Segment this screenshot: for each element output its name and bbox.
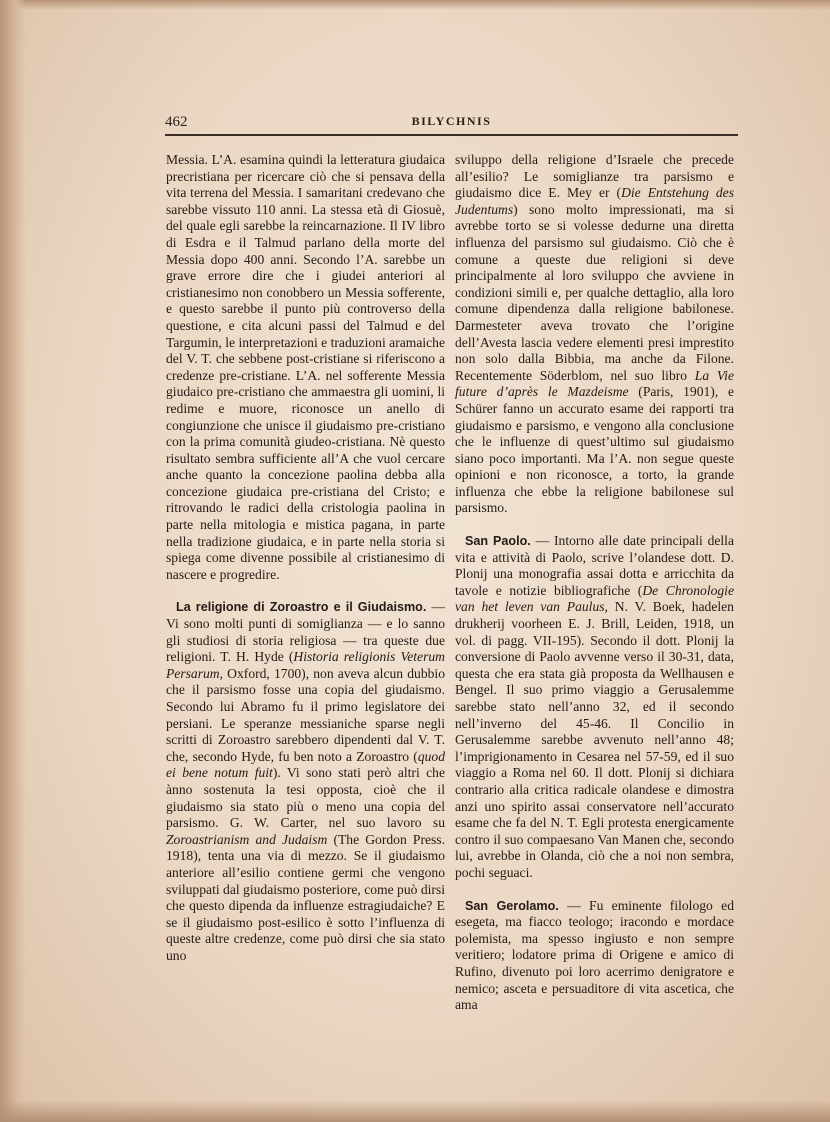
paragraph-parsismo (455, 152, 734, 517)
quote-italic: quod ei bene notum fuit (166, 748, 445, 781)
title-italic: De Chronologie van het leven van Paulus (455, 582, 734, 615)
page-edge-shadow-bottom (0, 1100, 830, 1122)
section-heading: San Paolo. (465, 534, 531, 549)
paragraph-text: ). Vi sono stati però altri che ànno sostenuta la tesi opposta, cioè che il giudaismo sia stato più o meno una copia del parsismo. G. W. Carter, nel suo lavoro su (166, 765, 446, 831)
page-number: 462 (165, 114, 188, 130)
paragraph-text: (Paris, 1901), e Schürer fanno un accurato esame dei rapporti tra giudaismo e parsismo, e vengono alla conclusione che le influenze di quest’ultimo sul giudaismo siano poco importanti. Ma l’A. non segue queste opinioni e non riconosce, a torto, la grande influenza che ebbe la religione babilonese sul parsismo. (455, 384, 734, 516)
left-column (166, 152, 445, 965)
title-italic: Zoroastrianism and Judaism (166, 831, 328, 847)
paragraph-text: , Oxford, 1700), non aveva alcun dubbio che il parsismo fosse una copia del giudaismo. Secondo lui Abramo fu il primo legislatore dei persiani. Le speranze messianiche sparse negli scritti di Zoroastro sarebbero dipendenti dal V. T. che, secondo Hyde, fu ben noto a Zoroastro ( (166, 665, 445, 764)
section-san-paolo (455, 533, 734, 881)
paragraph-text: sviluppo della religione d’Israele che precede all’esilio? Le somiglianze tra parsismo e giudaismo dice E. Mey er ( (455, 152, 734, 201)
paragraph-text: — Fu eminente filologo ed esegeta, ma fiacco teologo; iracondo e mordace polemista, ma spesso ingiusto e non sempre veritiero; lodatore prima di Origene e amico di Rufino, divenuto poi loro acerrimo denigratore e nemico; asceta e persuaditore di vita ascetica, che ama (455, 897, 734, 1013)
paragraph-text: ) sono molto impressionati, ma si avrebbe torto se si volesse dedurne una diretta influenza del parsismo sul giudaismo. Ciò che è comune a queste due religioni si deve principalmente al loro sviluppo che avviene in condizioni simili e, per qualche dettaglio, alla loro comune dipendenza dalla religione babilonese. Darmesteter aveva trovato che l’origine dell’Avesta lascia vedere elementi presi imprestito non solo dalla Bibbia, ma anche da Filone. Recentemente Söderblom, nel suo libro (455, 201, 734, 383)
page-header (165, 112, 738, 136)
page-edge-shadow-left (0, 0, 26, 1122)
page-edge-shadow-top (0, 0, 830, 10)
paragraph-text: Messia. L’A. esamina quindi la letteratura giudaica precristiana per ricercare ciò che si pensava della vita terrena del Messia. I samaritani credevano che sarebbe vissuto 110 anni. La stessa età di Giosuè, del quale egli sarebbe la reincarnazione. Il IV libro di Esdra e il Talmud parlano della morte del Messia dopo 400 anni. Secondo l’A. sarebbe un grave errore dire che i giudei anteriori al cristianesimo non conobbero un Messia sofferente, e questo sarebbe il punto più controverso della questione, e cita alcuni passi del Talmud e del Targumin, le interpretazioni e traduzioni aramaiche del V. T. che sebbene post-cristiane si riferiscono a credenze pre-cristiane. L’A. nel sofferente Messia giudaico pre-cristiano che ammaestra gli uomini, li redime e muore, riconosce un anello di congiunzione che unisce il giudaismo pre-cristiano con la prima comunità giudeo-cristiana. Nè questo risultato sembra sufficiente all’A che vuol cercare anche quanto la concezione paolina debba alla concezione giudaica pre-cristiana del Cristo; e ritrovando le radici della cristologia paolina in parte nella mitologia e mistica pagana, in parte nella tradizione giudaica, e in parte nella storia si spiega come divenne possibile al cristianesimo di nascere e progredire. (166, 152, 445, 582)
title-italic: Die Entstehung des Judentums (455, 185, 735, 217)
section-zoroastro (166, 599, 445, 964)
section-heading: San Gerolamo. (465, 898, 559, 913)
running-title: BILYCHNIS (411, 114, 492, 128)
paragraph-text: (The Gordon Press. 1918), tenta una via di mezzo. Se il giudaismo anteriore all’esilio contiene germi che vengono sviluppati dal giudaismo posteriore, come può dirsi che questo dipenda da influenze estragiudaiche? E se il giudaismo post-esilico è sotto l’influenza di queste altre credenze, come può dirsi che sia stato uno (166, 831, 446, 963)
paragraph-messia (166, 152, 445, 583)
right-column (455, 152, 734, 1014)
paragraph-text: , N. V. Boek, hadelen drukherij voorheen E. J. Brill, Leiden, 1918, un vol. di pagg. VII-195). Secondo il dott. Plonij la conversione di Paolo avvenne verso il 30-31, data, questa che era stata già proposta da Wellhausen e Bengel. Il suo primo viaggio a Gerusalemme sarebbe stato nell’anno 32, ed il secondo nell’inverno del 45-46. Il Concilio in Gerusalemme sarebbe avvenuto nell’anno 48; l’imprigionamento in Cesarea nel 57-59, ed il suo viaggio a Roma nel 60. Il dott. Plonij si dichiara contrario alla critica radicale olandese e dimostra anzi uno spirito assai conservatore nell’accurato esame che fa del N. T. Egli protesta energicamente contro il suo compaesano Van Manen che, secondo lui, avrebbe in Olanda, ciò che a noi non sembra, pochi seguaci. (455, 599, 734, 880)
section-san-gerolamo (455, 898, 734, 1014)
section-heading: La religione di Zoroastro e il Giudaismo. (176, 600, 427, 615)
header-rule (165, 134, 738, 136)
title-italic: Historia religionis Veterum Persarum (166, 649, 445, 681)
title-italic: La Vie future d’après le Mazdeisme (455, 367, 734, 400)
paragraph-text: — Vi sono molti punti di somiglianza — e lo sanno gli studiosi di storia religiosa — tra queste due religioni. T. H. Hyde ( (166, 599, 445, 665)
paragraph-text: — Intorno alle date principali della vita e attività di Paolo, scrive l’olandese dott. D. Plonij una monografia assai dotta e arricchita da tavole e notizie bibliografiche ( (455, 533, 734, 598)
